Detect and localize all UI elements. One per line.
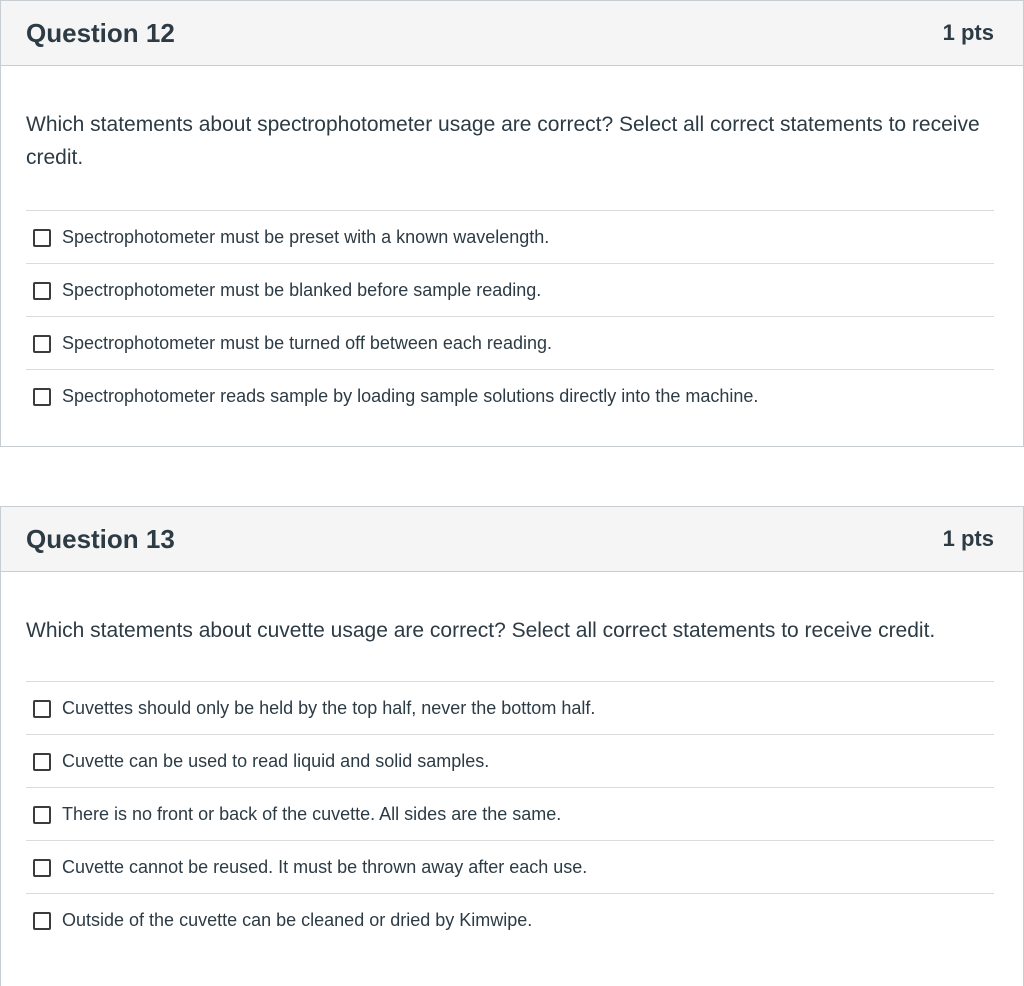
question-13-card (0, 506, 1024, 986)
answer-label: Spectrophotometer must be preset with a known wavelength. (62, 226, 550, 247)
question-title: Question 13 (26, 523, 175, 554)
answer-label: Spectrophotometer must be turned off between each reading. (62, 332, 552, 353)
answer-option[interactable] (26, 369, 994, 422)
answer-option[interactable] (26, 734, 994, 787)
question-header (1, 1, 1023, 66)
checkbox[interactable] (33, 912, 51, 930)
question-header (1, 507, 1023, 572)
answer-option[interactable] (26, 840, 994, 893)
question-points: 1 pts (942, 526, 994, 551)
question-text: Which statements about cuvette usage are correct? Select all correct statements to receive credit. (26, 619, 936, 642)
answer-label: Cuvette can be used to read liquid and solid samples. (62, 750, 490, 771)
question-text: Which statements about spectrophotometer usage are correct? Select all correct statements to receive credit. (26, 113, 980, 169)
question-points: 1 pts (942, 20, 994, 45)
answer-label: There is no front or back of the cuvette. All sides are the same. (62, 803, 562, 824)
answer-label: Spectrophotometer reads sample by loading sample solutions directly into the machine. (62, 385, 759, 406)
checkbox[interactable] (33, 229, 51, 247)
answer-list (26, 681, 994, 946)
checkbox[interactable] (33, 806, 51, 824)
question-title: Question 12 (26, 17, 175, 48)
answer-option[interactable] (26, 681, 994, 734)
checkbox[interactable] (33, 859, 51, 877)
answer-option[interactable] (26, 210, 994, 263)
checkbox[interactable] (33, 753, 51, 771)
answer-label: Cuvette cannot be reused. It must be thrown away after each use. (62, 856, 588, 877)
checkbox[interactable] (33, 388, 51, 406)
checkbox[interactable] (33, 282, 51, 300)
answer-label: Cuvettes should only be held by the top half, never the bottom half. (62, 697, 596, 718)
question-12-card (0, 0, 1024, 447)
answer-option[interactable] (26, 316, 994, 369)
answer-option[interactable] (26, 893, 994, 946)
checkbox[interactable] (33, 335, 51, 353)
answer-label: Outside of the cuvette can be cleaned or dried by Kimwipe. (62, 909, 533, 930)
answer-list (26, 210, 994, 422)
answer-option[interactable] (26, 263, 994, 316)
answer-label: Spectrophotometer must be blanked before sample reading. (62, 279, 542, 300)
answer-option[interactable] (26, 787, 994, 840)
checkbox[interactable] (33, 700, 51, 718)
